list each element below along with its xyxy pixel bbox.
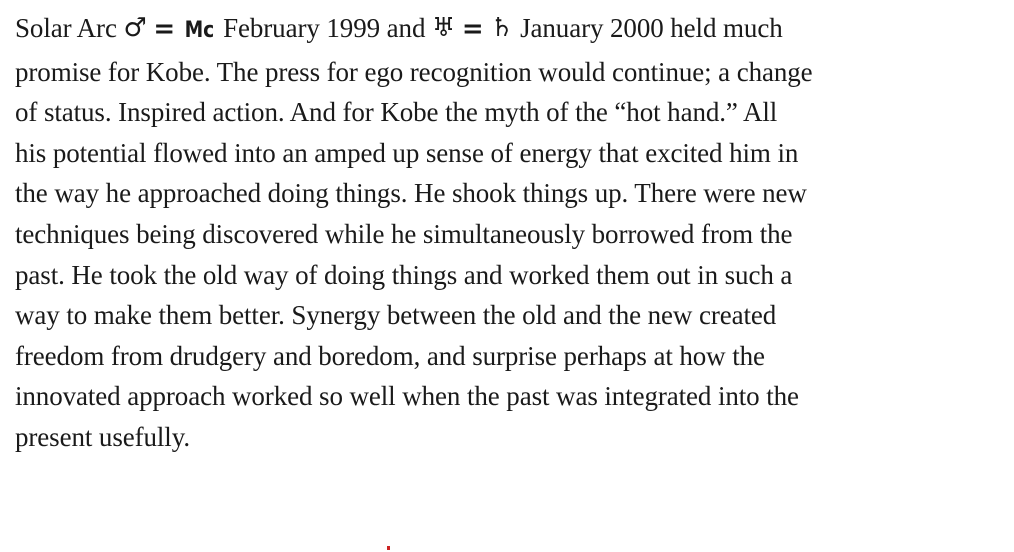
equals-sign-2: = (461, 14, 484, 44)
line1-text-b: January 2000 held much (520, 13, 783, 43)
paragraph-line-1 (15, 8, 1000, 52)
paragraph-line-6: techniques being discovered while he simultaneously borrowed from the (15, 218, 793, 249)
paragraph-line-11: present usefully. (15, 421, 190, 452)
saturn-icon: ♄ (490, 13, 514, 43)
paragraph-line-8: way to make them better. Synergy between the old and the new created (15, 300, 777, 331)
midheaven-label: Mc (184, 18, 214, 43)
equals-sign: = (153, 14, 176, 44)
paragraph-line-2: promise for Kobe. The press for ego recognition would continue; a change (15, 56, 813, 87)
mars-icon: ♂ (123, 13, 147, 43)
paragraph-line-4: his potential flowed into an amped up sense of energy that excited him in (15, 137, 799, 168)
document-body (15, 8, 1000, 458)
paragraph-line-5: the way he approached doing things. He shook things up. There were new (15, 178, 807, 209)
paragraph-line-10: innovated approach worked so well when the past was integrated into the (15, 381, 799, 412)
uranus-icon: ♅ (432, 13, 456, 43)
line1-text-a: February 1999 and (223, 13, 426, 43)
paragraph-line-9: freedom from drudgery and boredom, and surprise perhaps at how the (15, 340, 765, 371)
paragraph-line-3: of status. Inspired action. And for Kobe the myth of the “hot hand.” All (15, 97, 778, 128)
paragraph-line-7: past. He took the old way of doing things and worked them out in such a (15, 259, 793, 290)
red-mark (387, 546, 390, 550)
solar-arc-text: Solar Arc (15, 13, 117, 43)
